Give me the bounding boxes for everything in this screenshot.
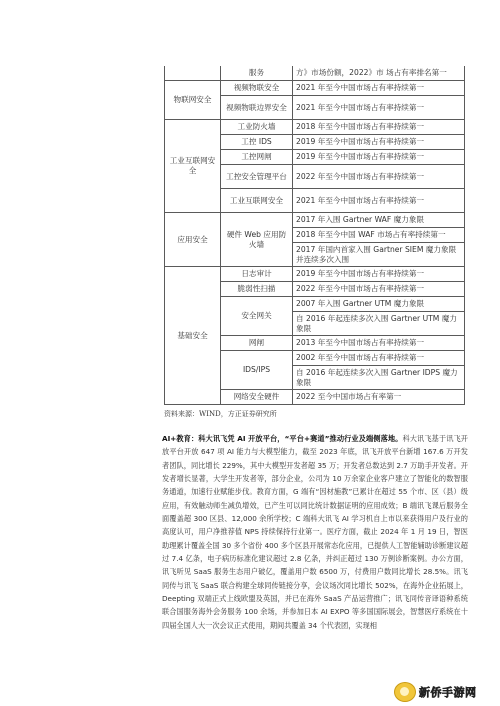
table-row [165,267,465,282]
table-cell-category: 物联网安全 [165,81,221,120]
table-cell-product: 安全网关 [221,297,293,336]
table-cell-product: 工业互联网安全 [221,189,293,213]
table-cell-award: 2017 年国内首家入围 Gartner SIEM 魔力象限并连续多次入围 [293,243,465,267]
table-cell-award: 2022 至今中国市场占有率第一 [293,390,465,405]
table-cell-award: 2021 年至今中国市场占有率持续第一 [293,189,465,213]
table-cell-product: 视频物联边界安全 [221,96,293,120]
table-row [165,81,465,96]
table-cell-product: 脆弱性扫描 [221,282,293,297]
table-cell-product: 硬件 Web 应用防火墙 [221,213,293,267]
watermark-text: 新侨手游网 [419,686,477,699]
table-row [165,120,465,135]
table-cell-award: 2021 年至今中国市场占有率持续第一 [293,81,465,96]
table-cell-award: 2007 年入围 Gartner UTM 魔力象限 [293,297,465,312]
table-cell-award: 2017 年入围 Gartner WAF 魔力象限 [293,213,465,228]
table-cell-award: 2019 年至今中国市场占有率持续第一 [293,150,465,165]
security-product-table [164,66,465,405]
table-cell-award: 2021 年至今中国市场占有率持续第一 [293,96,465,120]
table-cell-award: 自 2016 年起连续多次入围 Gartner IDPS 魔力象限 [293,366,465,390]
table-cell-product: IDS/IPS [221,351,293,390]
table-cell-product: 工控 IDS [221,135,293,150]
table-cell-award: 2022 年至今中国市场占有率持续第一 [293,165,465,189]
table-cell-category: 工业互联网安全 [165,120,221,213]
table-cell-product: 视频物联安全 [221,81,293,96]
table-cell-product: 网闸 [221,336,293,351]
table-cell-category [165,66,221,81]
table-cell-award: 2002 年至今中国市场占有率持续第一 [293,351,465,366]
body-paragraph [162,432,468,632]
table-cell-product: 工业防火墙 [221,120,293,135]
table-row [165,66,465,81]
table-cell-category: 应用安全 [165,213,221,267]
table-row [165,213,465,228]
table-cell-product: 工控安全管理平台 [221,165,293,189]
table-cell-product: 工控网闸 [221,150,293,165]
paragraph-lead: AI+教育：科大讯飞凭 AI 开放平台，“平台+赛道”推动行业及端侧落地。 [162,434,403,443]
watermark [394,682,477,702]
table-cell-product: 网络安全硬件 [221,390,293,405]
table-cell-award: 自 2016 年起连续多次入围 Gartner UTM 魔力象限 [293,312,465,336]
table-cell-product: 服务 [221,66,293,81]
table-cell-award: 2019 年至今中国市场占有率持续第一 [293,267,465,282]
paragraph-body: 科大讯飞基于讯飞开放平台开放 647 项 AI 能力与大模型能力，截至 2023 年底，讯飞开放平台新增 167.6 万开发者团队，同比增长 229%，其中大模型开发者超 35 万；开发者总数达到 2.7 万助手开发者。开发者增长显著，大学生开发者等，部分企业，公司为 10 万余家企业客户建立了智能化的数智服务通道，加速行业赋能步伐。教育方面，G 端有“因材施教”已累计在超过 55 个市、区（县）级应用，有效触动师生减负增效，已产生可以同比统计数据证明的应用成效；B 端讯飞课后服务全面覆盖超 300 区县、12,000 余所学校；C 端科大讯飞 AI 学习机自上市以来获得用户及行业的高度认可，用户净推荐值 NPS 持续保持行业第一。医疗方面，截止 2024 年 1 月 19 日，智医助理累计覆盖全国 30 多个省份 400 多个区县开展常态化应用，已提供人工智能辅助诊断建议超过 7.4 亿条，电子病历标准化建议超过 2.8 亿条，并纠正超过 130 万例诊断案例。办公方面，讯飞听见 SaaS 服务生态用户破亿，覆盖用户数 6500 万，付费用户数同比增长 28.5%。讯飞同传与讯飞 SaaS 联合构建全球同传链接分享，会议场次同比增长 502%，在海外企业拓展上，Deepting 双端正式上线欧盟及英国，并已在海外 SaaS 产品运营推广；讯飞同传音译语种系统联合国服务海外会务服务 100 余场，并参加日本 AI EXPO 等多国国际展会，智慧医疗系统在十四届全国人大一次会议正式使用，期间共覆盖 34 个代表团，实现相 [162,434,468,630]
table-cell-award: 2022 年至今中国市场占有率持续第一 [293,282,465,297]
table-cell-award: 2019 年至今中国市场占有率持续第一 [293,135,465,150]
table-cell-category: 基础安全 [165,267,221,405]
logo-coin-icon [394,682,416,702]
table-cell-award: 2013 年至今中国市场占有率持续第一 [293,336,465,351]
source-note: 资料来源：WIND，方正证券研究所 [164,410,277,418]
table-cell-product: 日志审计 [221,267,293,282]
table-cell-award: 2018 年至今中国 WAF 市场占有率持续第一 [293,228,465,243]
table-cell-award: 2018 年至今中国市场占有率持续第一 [293,120,465,135]
table-cell-award: 方》市场份额，2022》市 场占有率排名第一 [293,66,465,81]
